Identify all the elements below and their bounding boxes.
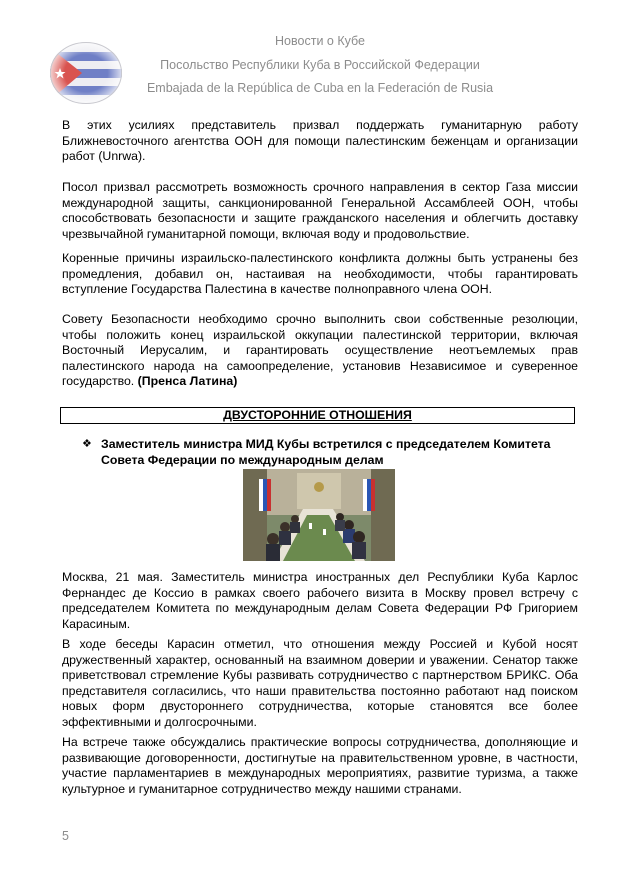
header-title: Новости о Кубе bbox=[275, 34, 365, 48]
header-embassy-es: Embajada de la República de Cuba en la Federación de Rusia bbox=[146, 81, 494, 95]
cuba-flag-logo bbox=[48, 40, 124, 106]
paragraph-text: Совету Безопасности необходимо срочно выполнить свои собственные резолюции, чтобы положить конец израильской оккупации палестинской территории, включая Восточный Иерусалим, и гарантировать осуществление неотъемлемых прав палестинского народа на самоопределение, установив Независимое и суверенное государство. bbox=[62, 312, 578, 388]
article-paragraph-practical: На встрече также обсуждались практические вопросы сотрудничества, дополняющие и развивающие договоренности, достигнутые на правительственном уровне, в частности, участие парламентариев в международных мероприятиях, развитие туризма, а также культурное и гуманитарное сотрудничество между нашими странами. bbox=[62, 735, 578, 796]
meeting-photo bbox=[243, 469, 395, 561]
paragraph-security-council bbox=[62, 312, 578, 390]
news-source: (Пренса Латина) bbox=[137, 374, 238, 388]
article-paragraph-relations: В ходе беседы Карасин отметил, что отношения между Россией и Кубой носят дружественный характер, основанный на взаимном доверии и уважении. Сенатор также приветствовал стремление Кубы развивать сотрудничество с партнерством БРИКС. Оба представителя согласились, что наши правительства постоянно работают над поиском новых форм двустороннего сотрудничества, которые становятся все более эффективными и долгосрочными. bbox=[62, 637, 578, 729]
diamond-bullet-icon: ❖ bbox=[82, 438, 92, 450]
paragraph-root-causes: Коренные причины израильско-палестинского конфликта должны быть устранены без промедления, добавил он, настаивая на необходимости, чтобы гарантировать вступление Государства Палестина в качестве полноправного члена ООН. bbox=[62, 251, 578, 296]
article-paragraph-meeting: Москва, 21 мая. Заместитель министра иностранных дел Республики Куба Карлос Фернандес де Коссио в рамках своего рабочего визита в Москву провел встречу с председателем Комитета по международным делам Совета Федерации РФ Григорием Карасиным. bbox=[62, 570, 578, 631]
page-number: 5 bbox=[62, 829, 69, 843]
paragraph-unrwa: В этих усилиях представитель призвал поддержать гуманитарную работу Ближневосточного агентства ООН для помощи палестинским беженцам и организации работ (Unrwa). bbox=[62, 118, 578, 163]
article-headline: Заместитель министра МИД Кубы встретился с председателем Комитета Совета Федерации по международным делам bbox=[101, 437, 551, 467]
section-title: ДВУСТОРОННИЕ ОТНОШЕНИЯ bbox=[60, 407, 575, 424]
header-embassy-ru: Посольство Республики Куба в Российской Федерации bbox=[160, 58, 480, 72]
paragraph-gaza-mission: Посол призвал рассмотреть возможность срочного направления в сектор Газа миссии международной защиты, санкционированной Генеральной Ассамблеей ООН, чтобы способствовать безопасности и защите гражданского населения и облегчить доставку чрезвычайной гуманитарной помощи, включая воду и продовольствие. bbox=[62, 180, 578, 241]
